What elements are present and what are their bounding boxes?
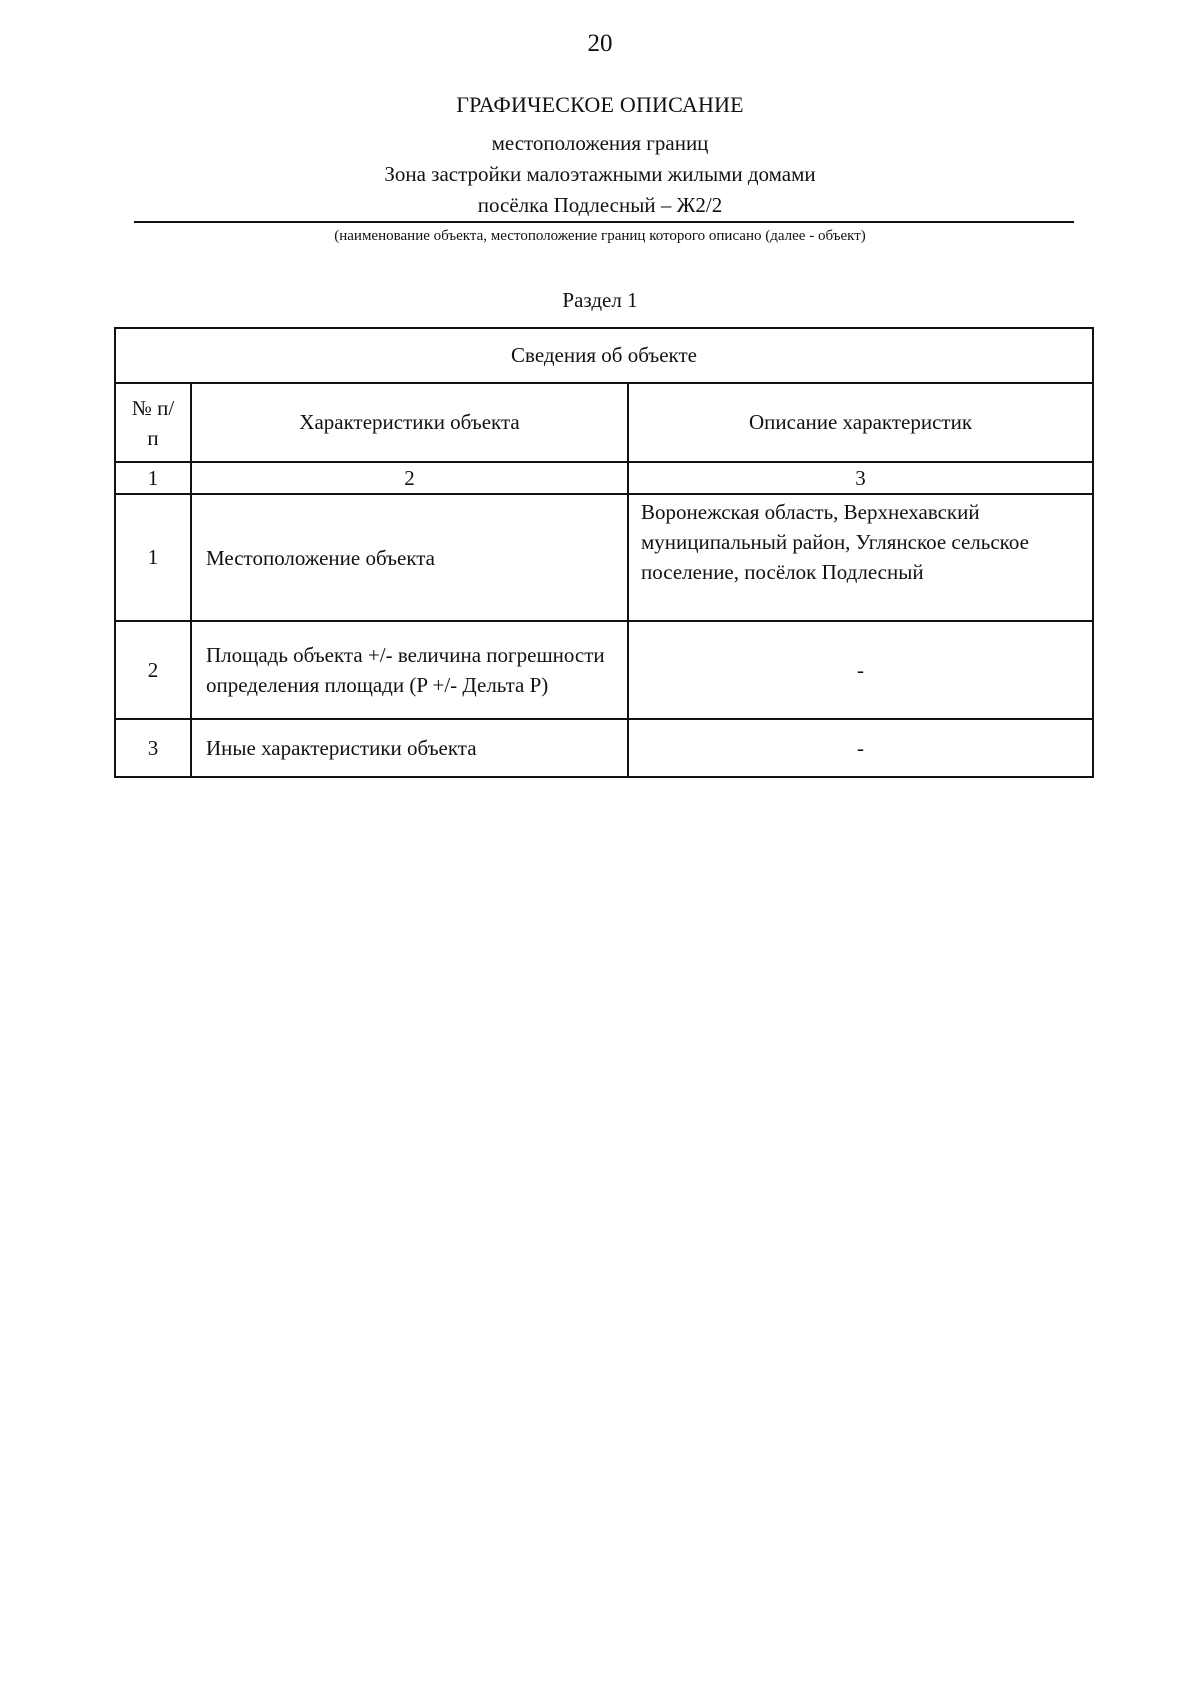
header-description: Описание характеристик (628, 383, 1093, 462)
document-title: ГРАФИЧЕСКОЕ ОПИСАНИЕ (456, 92, 744, 117)
row-characteristic: Площадь объекта +/- величина погрешности определения площади (P +/- Дельта P) (191, 621, 628, 719)
table-index-row (115, 462, 1093, 494)
row-description: Воронежская область, Верхнехавский муниципальный район, Углянское сельское поселение, посёлок Подлесный (628, 494, 1093, 621)
index-cell-2: 2 (191, 462, 628, 494)
header-num: № п/п (115, 383, 191, 462)
row-num: 3 (115, 719, 191, 777)
table-row (115, 621, 1093, 719)
table-row (115, 494, 1093, 621)
table-caption: Сведения об объекте (115, 328, 1093, 383)
table-caption-row (115, 328, 1093, 383)
subtitle-line-1: местоположения границ (491, 131, 709, 155)
row-description: - (628, 719, 1093, 777)
index-cell-3: 3 (628, 462, 1093, 494)
header-characteristic: Характеристики объекта (191, 383, 628, 462)
row-description: - (628, 621, 1093, 719)
table-row (115, 719, 1093, 777)
subtitle-line-2: Зона застройки малоэтажными жилыми домами (384, 162, 816, 186)
index-cell-1: 1 (115, 462, 191, 494)
row-characteristic: Местоположение объекта (191, 494, 628, 621)
row-num: 1 (115, 494, 191, 621)
subtitle-line-3: посёлка Подлесный – Ж2/2 (477, 193, 723, 217)
object-info-table (114, 327, 1094, 778)
table-header-row (115, 383, 1093, 462)
section-label: Раздел 1 (562, 288, 638, 312)
row-characteristic: Иные характеристики объекта (191, 719, 628, 777)
page-number: 20 (587, 30, 613, 57)
row-num: 2 (115, 621, 191, 719)
object-name-caption: (наименование объекта, местоположение границ которого описано (далее - объект) (334, 228, 866, 244)
title-underline (134, 221, 1074, 223)
